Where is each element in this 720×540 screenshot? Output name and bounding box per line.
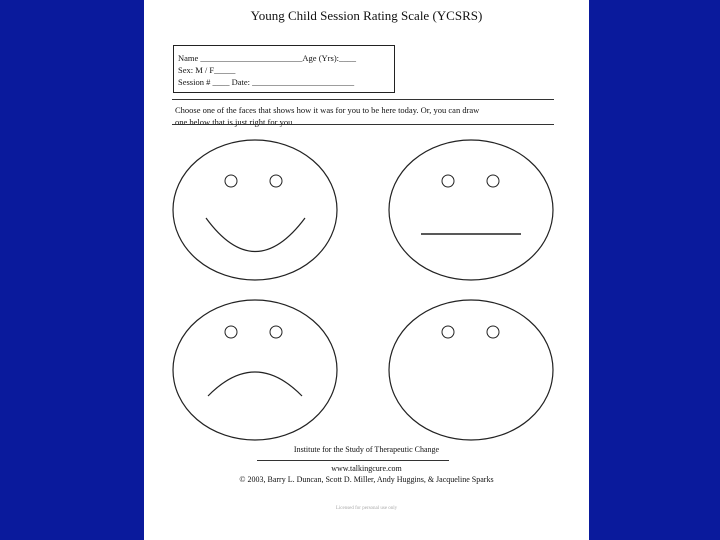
instructions-line-2: one below that is just right for you. <box>175 117 295 127</box>
face-sad[interactable] <box>173 300 337 440</box>
name-age-field: Name ________________________Age (Yrs):____ <box>178 53 357 63</box>
form-title: Young Child Session Rating Scale (YCSRS) <box>250 8 483 23</box>
form-page <box>144 0 589 540</box>
website-link[interactable]: www.talkingcure.com <box>331 464 402 473</box>
faces-grid <box>144 0 589 540</box>
copyright-notice: © 2003, Barry L. Duncan, Scott D. Miller, Andy Huggins, & Jacqueline Sparks <box>239 475 494 484</box>
face-neutral[interactable] <box>389 140 553 280</box>
faint-note: Licensed for personal use only <box>335 506 398 511</box>
institute-name: Institute for the Study of Therapeutic Change <box>293 445 440 454</box>
instructions-line-1: Choose one of the faces that shows how it was for you to be here today. Or, you can draw <box>175 105 480 115</box>
footer-divider <box>257 460 449 461</box>
sex-field: Sex: M / F_____ <box>178 65 236 75</box>
face-blank[interactable] <box>389 300 553 440</box>
face-happy[interactable] <box>173 140 337 280</box>
session-date-field: Session # ____ Date: ________________________ <box>178 77 355 87</box>
